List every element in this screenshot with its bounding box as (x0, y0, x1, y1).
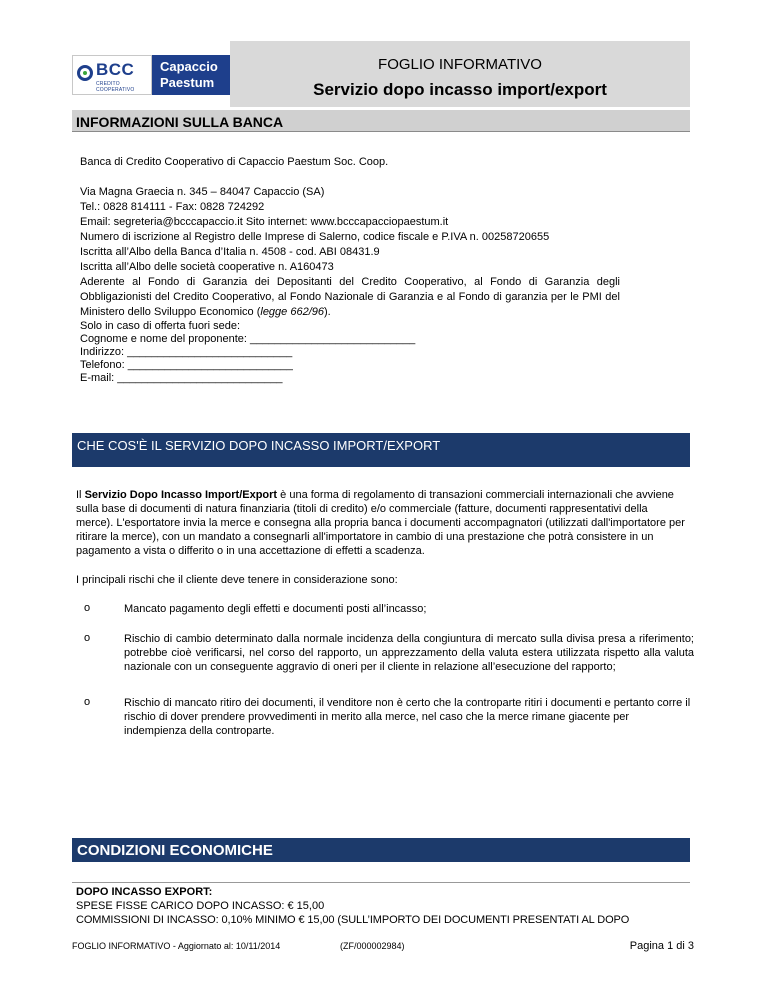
offsite-title: Solo in caso di offerta fuori sede: (80, 320, 241, 332)
risk-item: Rischio di cambio determinato dalla normale incidenza della congiuntura di mercato sulla divisa presa a riferimento; potrebbe cioè verificarsi, nel corso del rapporto, un apprezzamento della valuta estera utilizzata rispetto alla valuta nazionale con un conseguente aggravio di oneri per il cliente in relazione all’esecuzione del rapporto; (124, 633, 694, 673)
offsite-phone: Telefono: ___________________________ (80, 359, 293, 371)
bank-funds-end: ). (324, 306, 331, 318)
logo-bank-name (152, 55, 232, 95)
service-description (76, 488, 686, 558)
bank-phone: Tel.: 0828 814111 - Fax: 0828 724292 (80, 201, 265, 213)
section-conditions-heading-text: CONDIZIONI ECONOMICHE (77, 842, 273, 859)
bank-coop-albo: Iscritta all’Albo delle società cooperative n. A160473 (80, 261, 334, 273)
section-what-heading (72, 433, 690, 467)
section-conditions-heading (72, 838, 690, 862)
risks-intro: I principali rischi che il cliente deve tenere in considerazione sono: (76, 574, 398, 586)
logo-brand: BCC (96, 60, 135, 79)
offsite-block (80, 320, 690, 385)
bcc-logo-mark (72, 55, 152, 95)
logo-brand-sub: CREDITO COOPERATIVO (96, 81, 135, 93)
bank-registry: Numero di iscrizione al Registro delle Imprese di Salerno, codice fiscale e P.IVA n. 00258720655 (80, 231, 550, 243)
risk-item: Mancato pagamento degli effetti e documenti posti all’incasso; (124, 603, 427, 615)
section-what-heading-text: CHE COS'È IL SERVIZIO DOPO INCASSO IMPORT/EXPORT (77, 438, 441, 453)
intro-prefix: Il (76, 489, 85, 501)
section-bank-heading (72, 110, 690, 132)
bank-details (80, 185, 690, 320)
bank-address: Via Magna Graecia n. 345 – 84047 Capaccio (SA) (80, 186, 325, 198)
doc-subtitle: Servizio dopo incasso import/export (313, 80, 607, 99)
export-heading: DOPO INCASSO EXPORT: (76, 886, 213, 898)
offsite-email: E-mail: ___________________________ (80, 372, 283, 384)
bank-logo (72, 55, 232, 95)
intro-service-name: Servizio Dopo Incasso Import/Export (84, 489, 278, 501)
divider (72, 882, 690, 883)
bullet-icon: o (84, 602, 91, 614)
doc-title: FOGLIO INFORMATIVO (378, 56, 542, 73)
intro-text: è una forma di regolamento di transazioni commerciali internazionali che avviene sulla base di documenti di natura finanziaria (titoli di credito) e/o commerciale (fatture, documenti rappresentativi della merce). L'esportatore invia la merce e consegna alla propria banca i documenti accompagnatori (utilizzati dall'importatore per ritirare la merce), con un mandato a consegnarli all'importatore in cambio di una prestazione che potrà consistere in un pagamento a vista o differito o in una accettazione di effetti a scadenza. (76, 489, 685, 557)
footer-page-number: Pagina 1 di 3 (629, 940, 694, 952)
bank-name: Banca di Credito Cooperativo di Capaccio Paestum Soc. Coop. (80, 156, 389, 168)
bullet-icon: o (84, 696, 91, 708)
footer-doc-code: (ZF/000002984) (340, 941, 405, 951)
bank-funds-law: legge 662/96 (260, 306, 324, 318)
risk-item: Rischio di mancato ritiro dei documenti, il venditore non è certo che la controparte ritiri i documenti e pertanto corre il rischio di dover prendere provvedimenti in merito alla merce, nel caso che la merce rimane giacente per indempienza della controparte. (124, 697, 691, 737)
conditions-block (76, 885, 696, 927)
bank-funds (80, 275, 620, 320)
logo-name-line1: Capaccio (160, 59, 218, 74)
header-title-box (230, 41, 690, 107)
bank-contacts: Email: segreteria@bcccapaccio.it Sito internet: www.bcccapacciopaestum.it (80, 216, 449, 228)
section-bank-heading-text: INFORMAZIONI SULLA BANCA (76, 114, 284, 130)
offsite-address: Indirizzo: ___________________________ (80, 346, 293, 358)
bullet-icon: o (84, 632, 91, 644)
offsite-proposer: Cognome e nome del proponente: ___________________________ (80, 333, 416, 345)
logo-name-line2: Paestum (160, 75, 215, 90)
bank-funds-text: Aderente al Fondo di Garanzia dei Depositanti del Credito Cooperativo, al Fondo di Garanzia degli Obbligazionisti del Credito Cooperativo, al Fondo Nazionale di Garanzia e al Fondo di garanzia per le PMI del Ministero dello Sviluppo Economico ( (80, 276, 620, 318)
collection-fees: COMMISSIONI DI INCASSO: 0,10% MINIMO € 15,00 (SULL’IMPORTO DEI DOCUMENTI PRESENTATI AL DOPO (76, 914, 630, 926)
bank-albo: Iscritta all’Albo della Banca d’Italia n. 4508 - cod. ABI 08431.9 (80, 246, 380, 258)
bcc-emblem-icon (77, 65, 93, 81)
fixed-fees: SPESE FISSE CARICO DOPO INCASSO: € 15,00 (76, 900, 325, 912)
footer-doc-info: FOGLIO INFORMATIVO - Aggiornato al: 10/11/2014 (72, 941, 281, 951)
